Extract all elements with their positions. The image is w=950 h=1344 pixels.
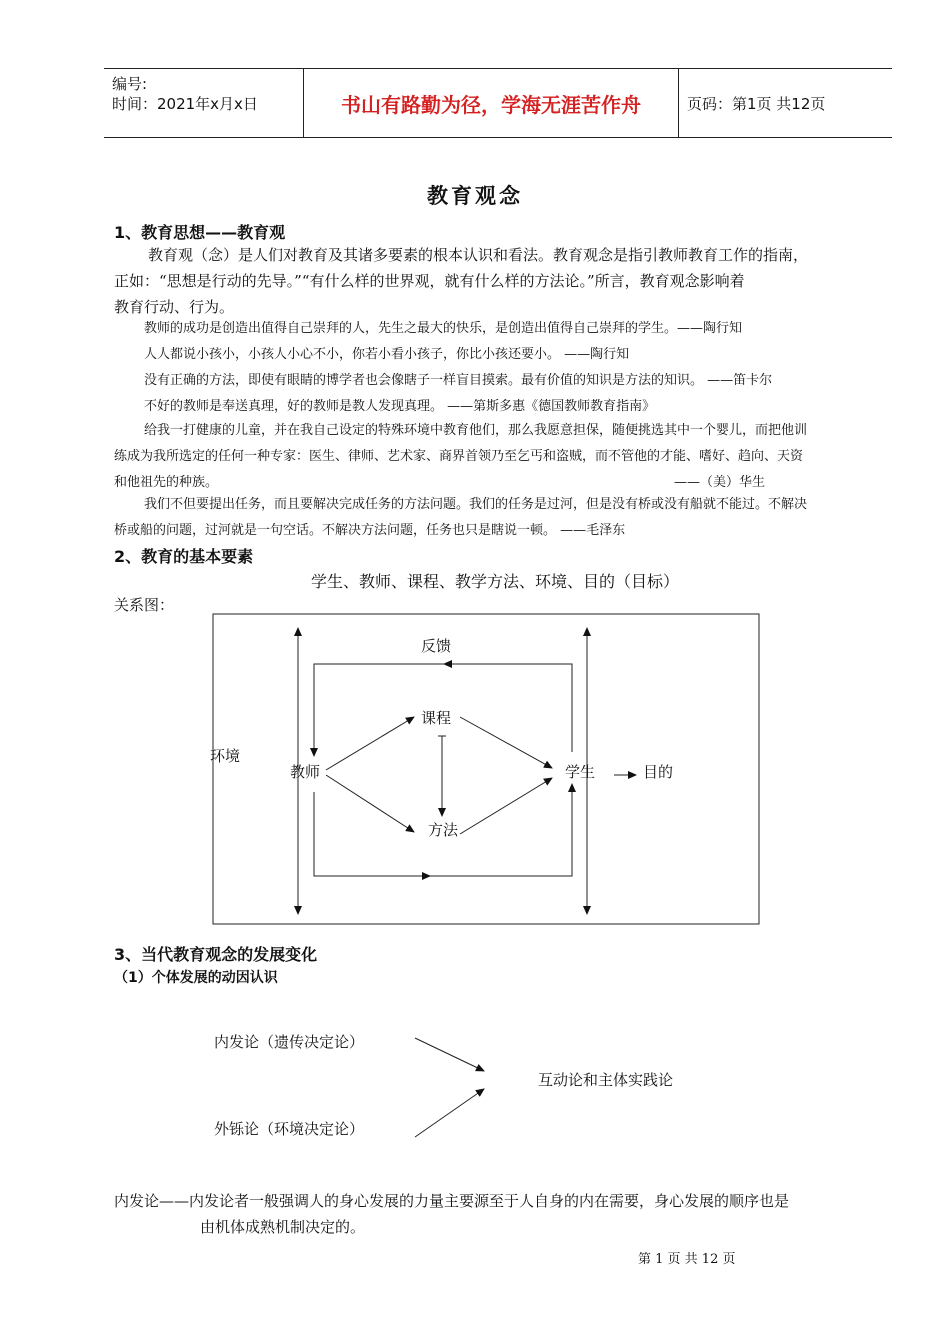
definition-paragraph [114, 1188, 904, 1240]
number-label: 编号: [112, 75, 148, 93]
quote-line: 和他祖先的种族。 [114, 475, 219, 490]
page-title: 教育观念 [427, 184, 523, 208]
time-label: 时间：2021年x月x日 [112, 95, 258, 113]
external-label: 外铄论（环境决定论） [214, 1120, 365, 1138]
internal-arrow [415, 1038, 484, 1071]
quote-author: ——（美）华生 [674, 475, 766, 490]
quote-line: 人人都说小孩小，小孩人小心不小，你若小看小孩子，你比小孩还要小。 ——陶行知 [144, 347, 630, 362]
header-page-label: 页码：第1页 共12页 [687, 94, 826, 113]
quote-line: 桥或船的问题，过河就是一句空话。不解决方法问题，任务也只是瞎说一顿。 ——毛泽东 [114, 523, 626, 538]
elements-list: 学生、教师、课程、教学方法、环境、目的（目标） [310, 572, 679, 591]
definition-line: 由机体成熟机制决定的。 [200, 1218, 366, 1236]
environment-label: 环境 [210, 747, 241, 765]
method-label: 方法 [428, 821, 459, 839]
interaction-label: 互动论和主体实践论 [538, 1071, 674, 1089]
quote-line: 教师的成功是创造出值得自己崇拜的人，先生之最大的快乐，是创造出值得自己崇拜的学生。——陶行知 [144, 321, 743, 336]
teacher-label: 教师 [290, 763, 321, 781]
goal-label: 目的 [643, 763, 674, 781]
section3-heading: 3、当代教育观念的发展变化 [114, 945, 318, 964]
curriculum-label: 课程 [421, 709, 452, 727]
quote-line: 给我一打健康的儿童，并在我自己设定的特殊环境中教育他们，那么我愿意担保，随便挑选其中一个婴儿，而把他训 [144, 423, 808, 438]
quote-line: 不好的教师是奉送真理，好的教师是教人发现真理。 ——第斯多惠《德国教师教育指南》 [144, 399, 656, 414]
section1-para-line: 教育行动、行为。 [114, 298, 235, 316]
page-footer: 第 1 页 共 12 页 [638, 1252, 736, 1267]
quote-line: 我们不但要提出任务，而且要解决完成任务的方法问题。我们的任务是过河，但是没有桥或没有船就不能过。不解决 [144, 497, 808, 512]
section1-heading: 1、教育思想——教育观 [114, 223, 286, 242]
external-arrow [415, 1089, 484, 1137]
student-label: 学生 [565, 763, 596, 781]
quote-line: 练成为我所选定的任何一种专家：医生、律师、艺术家、商界首领乃至乞丐和盗贼，而不管他的才能、嗜好、趋向、天资 [114, 449, 804, 464]
section3-subheading: （1）个体发展的动因认识 [114, 970, 278, 986]
quote-line: 没有正确的方法，即使有眼睛的博学者也会像瞎子一样盲目摸索。最有价值的知识是方法的知识。 ——笛卡尔 [144, 373, 773, 388]
section1-para-line: 教育观（念）是人们对教育及其诸多要素的根本认识和看法。教育观念是指引教师教育工作的指南， [148, 246, 809, 264]
internal-label: 内发论（遗传决定论） [214, 1033, 365, 1051]
definition-line: 内发论——内发论者一般强调人的身心发展的力量主要源至于人自身的内在需要，身心发展的顺序也是 [114, 1192, 790, 1210]
header-motto: 书山有路勤为径，学海无涯苦作舟 [304, 69, 679, 137]
section1-para-line: 正如：“思想是行动的先导。”“有什么样的世界观，就有什么样的方法论。”所言，教育观念影响着 [114, 272, 745, 290]
diagram-caption: 关系图： [114, 596, 175, 614]
feedback-label: 反馈 [421, 637, 452, 655]
section2-heading: 2、教育的基本要素 [114, 547, 254, 566]
